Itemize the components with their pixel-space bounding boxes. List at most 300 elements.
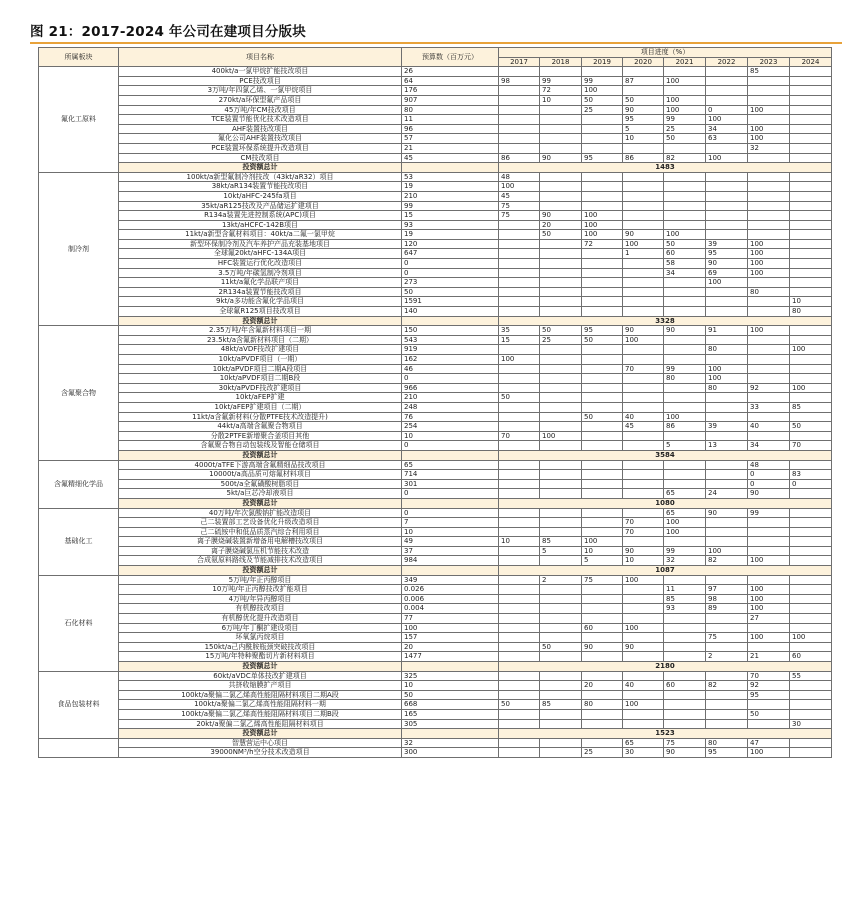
progress-cell: 95: [623, 115, 664, 125]
project-name: 270kt/a环保型氟产品项目: [119, 95, 402, 105]
progress-cell: [706, 460, 748, 470]
progress-cell: [790, 614, 832, 624]
progress-cell: [664, 355, 706, 365]
progress-cell: [706, 700, 748, 710]
budget-value: 140: [402, 307, 499, 317]
progress-cell: [706, 201, 748, 211]
progress-cell: 90: [540, 153, 582, 163]
budget-value: 543: [402, 335, 499, 345]
progress-cell: [623, 201, 664, 211]
progress-cell: 92: [748, 383, 790, 393]
progress-cell: [748, 153, 790, 163]
progress-cell: [582, 652, 623, 662]
progress-cell: [790, 191, 832, 201]
progress-cell: [790, 182, 832, 192]
progress-cell: 0: [748, 479, 790, 489]
progress-cell: [582, 172, 623, 182]
budget-value: 210: [402, 191, 499, 201]
progress-cell: [790, 95, 832, 105]
progress-cell: 75: [706, 633, 748, 643]
progress-cell: [790, 623, 832, 633]
progress-cell: 89: [706, 604, 748, 614]
project-name: 有机醇技改项目: [119, 604, 402, 614]
progress-cell: [664, 393, 706, 403]
progress-cell: [790, 230, 832, 240]
progress-cell: 10: [623, 556, 664, 566]
progress-cell: 82: [706, 556, 748, 566]
progress-cell: [664, 172, 706, 182]
progress-cell: [582, 134, 623, 144]
budget-value: 50: [402, 287, 499, 297]
progress-cell: [664, 652, 706, 662]
progress-cell: [748, 575, 790, 585]
table-row: [39, 95, 832, 105]
progress-cell: [499, 278, 540, 288]
progress-cell: 45: [499, 191, 540, 201]
table-row: [39, 402, 832, 412]
progress-cell: [664, 211, 706, 221]
progress-cell: [499, 614, 540, 624]
progress-cell: 72: [582, 239, 623, 249]
progress-cell: [582, 249, 623, 259]
budget-value: 99: [402, 201, 499, 211]
progress-cell: [540, 268, 582, 278]
table-row: [39, 364, 832, 374]
progress-cell: 15: [499, 335, 540, 345]
progress-cell: [540, 278, 582, 288]
progress-cell: [582, 191, 623, 201]
progress-cell: [706, 67, 748, 77]
budget-value: 50: [402, 690, 499, 700]
progress-cell: 47: [748, 738, 790, 748]
total-label: 投资额总计: [119, 450, 402, 460]
progress-cell: [790, 134, 832, 144]
progress-cell: [499, 402, 540, 412]
progress-cell: [540, 182, 582, 192]
table-body: [39, 67, 832, 758]
progress-cell: [582, 345, 623, 355]
progress-cell: 82: [664, 153, 706, 163]
progress-cell: [499, 709, 540, 719]
progress-cell: [790, 124, 832, 134]
progress-cell: [499, 604, 540, 614]
progress-cell: 86: [664, 422, 706, 432]
progress-cell: 10: [499, 537, 540, 547]
progress-cell: [582, 460, 623, 470]
progress-cell: [664, 690, 706, 700]
table-row: [39, 124, 832, 134]
progress-cell: [706, 230, 748, 240]
progress-cell: 100: [540, 431, 582, 441]
progress-cell: [790, 249, 832, 259]
project-name: 11kt/a新型含氟材料项目：40kt/a二氟一氯甲烷: [119, 230, 402, 240]
progress-cell: 50: [623, 95, 664, 105]
progress-cell: [499, 239, 540, 249]
progress-cell: [790, 259, 832, 269]
project-name: 全球氟20kt/aHFC-134A项目: [119, 249, 402, 259]
progress-cell: 100: [748, 748, 790, 758]
total-spacer: [402, 729, 499, 739]
progress-cell: [790, 143, 832, 153]
total-row: [39, 566, 832, 576]
progress-cell: [748, 700, 790, 710]
project-name: 45万吨/年CM技改项目: [119, 105, 402, 115]
progress-cell: 100: [582, 220, 623, 230]
progress-cell: [582, 355, 623, 365]
progress-cell: 70: [499, 431, 540, 441]
progress-cell: 50: [664, 239, 706, 249]
progress-cell: [623, 709, 664, 719]
progress-cell: [664, 719, 706, 729]
progress-cell: [664, 335, 706, 345]
header-budget: 预算数（百万元）: [402, 48, 499, 67]
project-name: 5万吨/年正丙醇项目: [119, 575, 402, 585]
progress-cell: [540, 614, 582, 624]
progress-cell: [706, 191, 748, 201]
progress-cell: 1: [623, 249, 664, 259]
progress-cell: [748, 374, 790, 384]
progress-cell: [748, 220, 790, 230]
progress-cell: [790, 556, 832, 566]
budget-value: 10: [402, 431, 499, 441]
progress-cell: 48: [499, 172, 540, 182]
table-row: [39, 527, 832, 537]
progress-cell: [582, 287, 623, 297]
progress-cell: [790, 748, 832, 758]
progress-cell: 100: [706, 374, 748, 384]
progress-cell: [540, 201, 582, 211]
progress-cell: 90: [623, 642, 664, 652]
budget-value: 0: [402, 374, 499, 384]
header-project-name: 项目名称: [119, 48, 402, 67]
budget-value: 37: [402, 546, 499, 556]
table-row: [39, 191, 832, 201]
progress-cell: 85: [540, 700, 582, 710]
progress-cell: 60: [664, 249, 706, 259]
project-name: 3.5万吨/年碳氢制冷剂项目: [119, 268, 402, 278]
project-name: 150kt/a己内酰胺瓶颈突破技改项目: [119, 642, 402, 652]
progress-cell: 80: [706, 345, 748, 355]
progress-cell: [790, 585, 832, 595]
progress-cell: [499, 249, 540, 259]
progress-cell: 30: [790, 719, 832, 729]
progress-cell: [499, 690, 540, 700]
progress-cell: 100: [582, 211, 623, 221]
title-underline: [30, 42, 842, 44]
progress-cell: 98: [499, 76, 540, 86]
progress-cell: [790, 76, 832, 86]
budget-value: 301: [402, 479, 499, 489]
progress-cell: [499, 259, 540, 269]
progress-cell: [540, 508, 582, 518]
progress-cell: [499, 143, 540, 153]
progress-cell: 100: [790, 633, 832, 643]
progress-cell: 5: [664, 441, 706, 451]
table-row: [39, 297, 832, 307]
progress-cell: 100: [748, 239, 790, 249]
total-value: 1483: [499, 163, 832, 173]
progress-cell: [623, 345, 664, 355]
progress-cell: [540, 67, 582, 77]
table-row: [39, 259, 832, 269]
progress-cell: [499, 748, 540, 758]
table-row: [39, 67, 832, 77]
progress-cell: [582, 115, 623, 125]
progress-cell: [623, 278, 664, 288]
progress-cell: [582, 268, 623, 278]
progress-cell: [623, 86, 664, 96]
progress-cell: 90: [706, 508, 748, 518]
progress-cell: [790, 326, 832, 336]
progress-cell: [540, 489, 582, 499]
project-name: 离子膜烧碱氯压机节能技术改造: [119, 546, 402, 556]
progress-cell: 0: [706, 105, 748, 115]
progress-cell: [706, 642, 748, 652]
progress-cell: [540, 134, 582, 144]
total-label: 投资额总计: [119, 163, 402, 173]
budget-value: 668: [402, 700, 499, 710]
progress-cell: [706, 220, 748, 230]
budget-value: 11: [402, 115, 499, 125]
progress-cell: 75: [582, 575, 623, 585]
progress-cell: [540, 709, 582, 719]
progress-cell: [540, 239, 582, 249]
progress-cell: 45: [623, 422, 664, 432]
progress-cell: [540, 115, 582, 125]
project-name: 35kt/aR125技改及产品储运扩建项目: [119, 201, 402, 211]
progress-cell: 90: [748, 489, 790, 499]
progress-cell: [582, 508, 623, 518]
budget-value: 150: [402, 326, 499, 336]
progress-cell: [664, 182, 706, 192]
progress-cell: [623, 182, 664, 192]
project-name: 己二硫铵中和低品质蒸汽综合利用项目: [119, 527, 402, 537]
segment-cell: 含氟精细化学品: [39, 460, 119, 508]
progress-cell: 39: [706, 239, 748, 249]
progress-cell: [499, 441, 540, 451]
progress-cell: 75: [664, 738, 706, 748]
progress-cell: 10: [623, 134, 664, 144]
budget-value: 162: [402, 355, 499, 365]
progress-cell: [706, 182, 748, 192]
total-spacer: [402, 163, 499, 173]
progress-cell: [790, 211, 832, 221]
progress-cell: 100: [623, 623, 664, 633]
project-name: 10000t/a高品质可熔氟材料项目: [119, 470, 402, 480]
project-name: 10kt/aPVDF项目二期A段项目: [119, 364, 402, 374]
budget-value: 300: [402, 748, 499, 758]
progress-cell: [540, 594, 582, 604]
budget-value: 93: [402, 220, 499, 230]
budget-value: 26: [402, 67, 499, 77]
progress-cell: 2: [706, 652, 748, 662]
budget-value: 157: [402, 633, 499, 643]
progress-cell: 100: [623, 335, 664, 345]
table-row: [39, 326, 832, 336]
progress-cell: 100: [748, 594, 790, 604]
progress-cell: [623, 191, 664, 201]
progress-cell: 25: [582, 748, 623, 758]
progress-cell: [790, 575, 832, 585]
budget-value: 165: [402, 709, 499, 719]
progress-cell: 100: [748, 556, 790, 566]
progress-cell: 100: [499, 182, 540, 192]
progress-cell: [499, 527, 540, 537]
table-row: [39, 633, 832, 643]
progress-cell: 50: [790, 422, 832, 432]
progress-cell: [582, 671, 623, 681]
progress-cell: [582, 489, 623, 499]
progress-cell: [790, 393, 832, 403]
progress-cell: 99: [664, 115, 706, 125]
progress-cell: 90: [664, 748, 706, 758]
project-name: 23.5kt/a含氟新材料项目（二期）: [119, 335, 402, 345]
progress-cell: [790, 335, 832, 345]
progress-cell: [706, 393, 748, 403]
project-name: 9kt/a多功能含氟化学品项目: [119, 297, 402, 307]
budget-value: 53: [402, 172, 499, 182]
header-year: 2022: [706, 57, 748, 67]
progress-cell: 75: [499, 201, 540, 211]
progress-cell: [664, 143, 706, 153]
progress-cell: 50: [664, 134, 706, 144]
progress-cell: 100: [664, 105, 706, 115]
project-name: 13kt/aHCFC-142B项目: [119, 220, 402, 230]
progress-cell: 98: [706, 594, 748, 604]
progress-cell: [540, 374, 582, 384]
project-name: 10万吨/年正丙醇技改扩能项目: [119, 585, 402, 595]
progress-cell: 100: [706, 153, 748, 163]
progress-cell: [540, 671, 582, 681]
progress-cell: [623, 268, 664, 278]
project-name: 38kt/aR134装置节能技改项目: [119, 182, 402, 192]
progress-cell: [623, 470, 664, 480]
progress-cell: [790, 287, 832, 297]
progress-cell: [499, 115, 540, 125]
progress-cell: [664, 220, 706, 230]
budget-value: 57: [402, 134, 499, 144]
header-year: 2018: [540, 57, 582, 67]
progress-cell: [499, 297, 540, 307]
progress-cell: [790, 709, 832, 719]
table-row: [39, 383, 832, 393]
progress-cell: [790, 153, 832, 163]
progress-cell: 65: [623, 738, 664, 748]
progress-cell: [540, 422, 582, 432]
progress-cell: [540, 748, 582, 758]
progress-cell: [748, 335, 790, 345]
progress-cell: [582, 297, 623, 307]
progress-cell: [540, 402, 582, 412]
budget-value: 305: [402, 719, 499, 729]
progress-cell: 85: [748, 67, 790, 77]
progress-cell: [664, 479, 706, 489]
total-row: [39, 662, 832, 672]
table-row: [39, 556, 832, 566]
project-name: 氟化公司AHF装置技改项目: [119, 134, 402, 144]
total-label: 投资额总计: [119, 662, 402, 672]
progress-cell: [706, 355, 748, 365]
progress-cell: [790, 642, 832, 652]
table-row: [39, 623, 832, 633]
table-row: [39, 249, 832, 259]
progress-cell: [748, 431, 790, 441]
progress-cell: 100: [623, 700, 664, 710]
project-name: 6万吨/年丁酮扩建设项目: [119, 623, 402, 633]
progress-cell: 95: [748, 690, 790, 700]
budget-value: 1591: [402, 297, 499, 307]
budget-value: 0: [402, 489, 499, 499]
progress-cell: [499, 719, 540, 729]
table-row: [39, 393, 832, 403]
progress-cell: [790, 690, 832, 700]
progress-cell: [664, 287, 706, 297]
progress-cell: [499, 412, 540, 422]
progress-cell: [706, 527, 748, 537]
progress-cell: 86: [623, 153, 664, 163]
progress-cell: [623, 211, 664, 221]
project-name: 10kt/aPVDF项目（一期）: [119, 355, 402, 365]
progress-cell: 91: [706, 326, 748, 336]
progress-cell: [540, 623, 582, 633]
progress-cell: [540, 307, 582, 317]
progress-cell: [540, 518, 582, 528]
budget-value: 0: [402, 508, 499, 518]
progress-cell: [706, 614, 748, 624]
progress-cell: [748, 297, 790, 307]
progress-cell: [540, 412, 582, 422]
project-name: 智慧营运中心项目: [119, 738, 402, 748]
total-row: [39, 316, 832, 326]
progress-cell: [623, 614, 664, 624]
table-row: [39, 86, 832, 96]
progress-cell: [623, 537, 664, 547]
progress-cell: 100: [748, 585, 790, 595]
table-row: [39, 134, 832, 144]
table-row: [39, 671, 832, 681]
progress-cell: 40: [748, 422, 790, 432]
progress-cell: [706, 518, 748, 528]
budget-value: 20: [402, 642, 499, 652]
progress-cell: 25: [540, 335, 582, 345]
progress-cell: [499, 134, 540, 144]
progress-cell: 13: [706, 441, 748, 451]
table-row: [39, 508, 832, 518]
progress-cell: [790, 201, 832, 211]
progress-cell: 80: [664, 374, 706, 384]
progress-cell: [582, 182, 623, 192]
progress-cell: [748, 191, 790, 201]
progress-cell: 99: [664, 364, 706, 374]
progress-cell: 100: [582, 230, 623, 240]
progress-cell: [499, 518, 540, 528]
progress-cell: [790, 172, 832, 182]
progress-cell: [499, 470, 540, 480]
budget-value: 248: [402, 402, 499, 412]
table-row: [39, 115, 832, 125]
project-name: TCE装置节能优化技术改造项目: [119, 115, 402, 125]
table-row: [39, 143, 832, 153]
progress-cell: [790, 681, 832, 691]
progress-cell: 10: [582, 546, 623, 556]
progress-cell: [790, 239, 832, 249]
progress-cell: 100: [790, 345, 832, 355]
progress-cell: [499, 345, 540, 355]
project-name: 离子膜烧碱装置新增备用电解槽技改项目: [119, 537, 402, 547]
budget-value: 0: [402, 259, 499, 269]
progress-cell: [582, 124, 623, 134]
progress-cell: [706, 431, 748, 441]
